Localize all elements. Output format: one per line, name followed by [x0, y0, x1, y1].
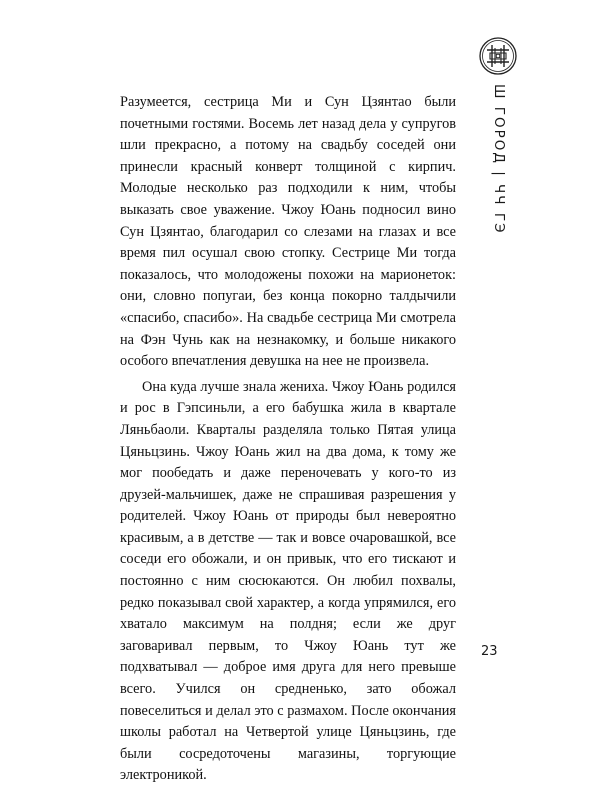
- knot-ornament-icon: [478, 36, 518, 76]
- paragraph-1: Разумеется, сестрица Ми и Сун Цзянтао были почетными гостями. Восемь лет назад дела у супругов шли прекрасно, а потому на свадьбу соседей они принесли красный конверт толщиной с кирпич. Молодые несколько раз подходили к ним, чтобы выказать свое уважение. Чжоу Юань подносил вино Сун Цзянтао, благодарил со слезами на глазах и все время пил осушал свою стопку. Сестрице Ми тогда показалось, что молодожены похожи на марионеток: они, словно попугаи, без конца покорно талдычили «спасибо, спасибо». На свадьбе сестрица Ми смотрела на Фэн Чунь как на незнакомку, и больше никакого особого впечатления девушка на нее не произвела.: [120, 94, 456, 370]
- paragraph-2: Она куда лучше знала жениха. Чжоу Юань родился и рос в Гэпсиньли, а его бабушка жила в квартале Ляньбаоли. Кварталы разделяла только Пятая улица Цяньцзинь. Чжоу Юань жил на два дома, к тому же мог пообедать и даже переночевать у кого-то из друзей-мальчишек, даже не спрашивая разрешения у родителей. Чжоу Юань от природы был невероятно красивым, а в детстве — так и вовсе очаровашкой, все соседи его обожали, и он привык, что его тискают и постоянно с ним сюсюкаются. Он любил похвалы, редко показывал свой характер, а когда упрямился, его хватало максимум на полдня; если же друг заговаривал первым, то Чжоу Юань тут же подхватывал — доброе имя друга для него превыше всего. Учился он средненько, зато обожал повеселиться и делал это с размахом. После окончания школы работал на Четвертой улице Цяньцзинь, где были сосредоточены магазины, торгующие электроникой.: [120, 378, 456, 784]
- running-head: Ш ГОРОД | ЧЧ ГЭ: [491, 84, 507, 235]
- body-text: [120, 92, 456, 787]
- page-number: 23: [481, 644, 498, 659]
